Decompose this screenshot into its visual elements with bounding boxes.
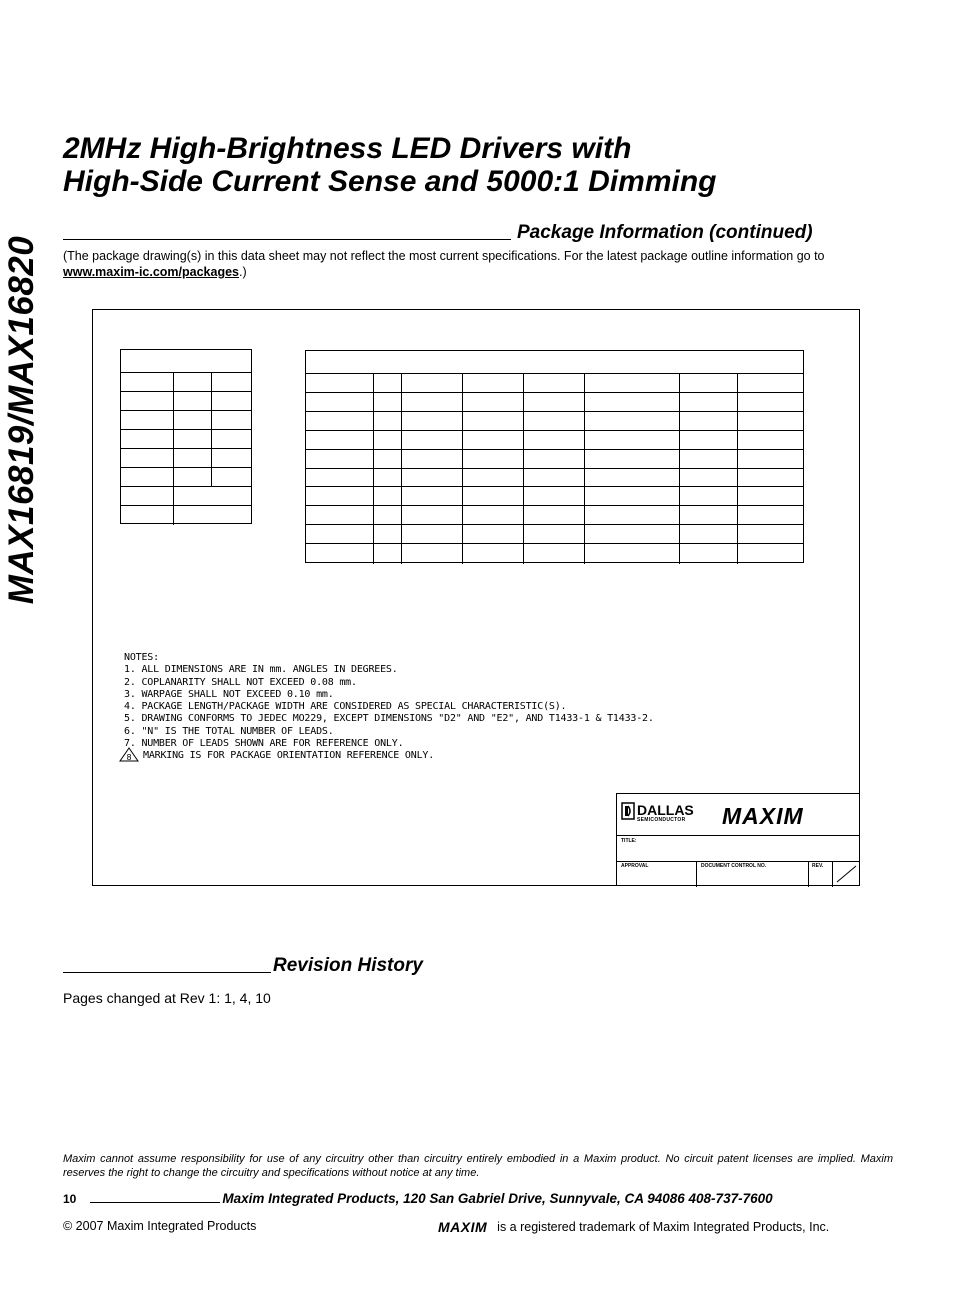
footer-address-line [63, 1191, 893, 1206]
title-line-1: 2MHz High-Brightness LED Drivers with [63, 132, 632, 165]
maxim-trademark-logo: MAXIM [438, 1219, 488, 1235]
title-block-title-row [617, 836, 860, 862]
notes-line: 1. ALL DIMENSIONS ARE IN mm. ANGLES IN DEGREES. [124, 664, 398, 676]
note-prefix: (The package drawing(s) in this data sheet may not reflect the most current specifications. For the latest package outline information go to [63, 249, 825, 263]
title-block-logos [617, 794, 860, 836]
note-suffix: .) [239, 265, 247, 279]
heading-rule [63, 238, 511, 240]
package-section-heading [63, 222, 813, 244]
package-note [63, 248, 895, 280]
packages-link[interactable]: www.maxim-ic.com/packages [63, 265, 240, 279]
semiconductor-word: SEMICONDUCTOR [637, 817, 686, 823]
notes-line: NOTES: [124, 652, 159, 663]
disclaimer: Maxim cannot assume responsibility for use of any circuitry other than circuitry entirely embodied in a Maxim product. No circuit patent licenses are implied. Maxim reserves the right to change the circuitry and specifications without notice at any time. [63, 1153, 893, 1179]
dallas-emblem-icon [621, 802, 635, 825]
copyright: © 2007 Maxim Integrated Products [63, 1219, 257, 1233]
trademark-line [438, 1219, 829, 1235]
dallas-logo [621, 802, 694, 825]
notes-line: 5. DRAWING CONFORMS TO JEDEC MO229, EXCEPT DIMENSIONS "D2" AND "E2", AND T1433-1 & T1433-2. [124, 713, 654, 725]
notes-line: 2. COPLANARITY SHALL NOT EXCEED 0.08 mm. [124, 676, 357, 688]
dimension-table-left [120, 349, 252, 524]
drawing-notes [124, 652, 654, 763]
page-number: 10 [63, 1192, 77, 1206]
company-address: Maxim Integrated Products, 120 San Gabriel Drive, Sunnyvale, CA 94086 408-737-7600 [222, 1191, 773, 1206]
document-title [63, 132, 903, 198]
title-label: TITLE: [621, 838, 637, 844]
revision-heading-text: Revision History [273, 955, 423, 976]
warning-triangle-icon [119, 747, 139, 766]
note-8-text: MARKING IS FOR PACKAGE ORIENTATION REFERENCE ONLY. [143, 750, 435, 762]
notes-line: 7. NUMBER OF LEADS SHOWN ARE FOR REFERENCE ONLY. [124, 738, 404, 750]
title-block-divider [808, 861, 809, 887]
approval-label: APPROVAL [621, 863, 649, 869]
rev-label: REV. [812, 863, 824, 869]
revision-history-heading [63, 955, 423, 977]
notes-line [124, 750, 654, 762]
notes-line: 3. WARPAGE SHALL NOT EXCEED 0.10 mm. [124, 688, 334, 700]
heading-rule [63, 972, 271, 973]
dimension-table-right [305, 350, 804, 563]
dallas-word: DALLAS [637, 802, 694, 818]
notes-line: 4. PACKAGE LENGTH/PACKAGE WIDTH ARE CONSIDERED AS SPECIAL CHARACTERISTIC(S). [124, 701, 567, 713]
note-8-marker: 8 [126, 753, 132, 763]
revision-text: Pages changed at Rev 1: 1, 4, 10 [63, 990, 271, 1006]
sheet-slash-icon [833, 862, 860, 886]
package-heading-text: Package Information (continued) [517, 222, 813, 243]
side-part-number: MAX16819/MAX16820 [2, 235, 41, 605]
title-line-2: High-Side Current Sense and 5000:1 Dimming [63, 165, 717, 198]
notes-line: 6. "N" IS THE TOTAL NUMBER OF LEADS. [124, 725, 334, 737]
drawing-title-block [616, 793, 860, 886]
title-block-divider [696, 861, 697, 887]
maxim-logo: MAXIM [722, 803, 804, 829]
footer-rule [90, 1202, 220, 1203]
doc-control-label: DOCUMENT CONTROL NO. [701, 863, 767, 869]
trademark-text: is a registered trademark of Maxim Integrated Products, Inc. [497, 1220, 830, 1234]
